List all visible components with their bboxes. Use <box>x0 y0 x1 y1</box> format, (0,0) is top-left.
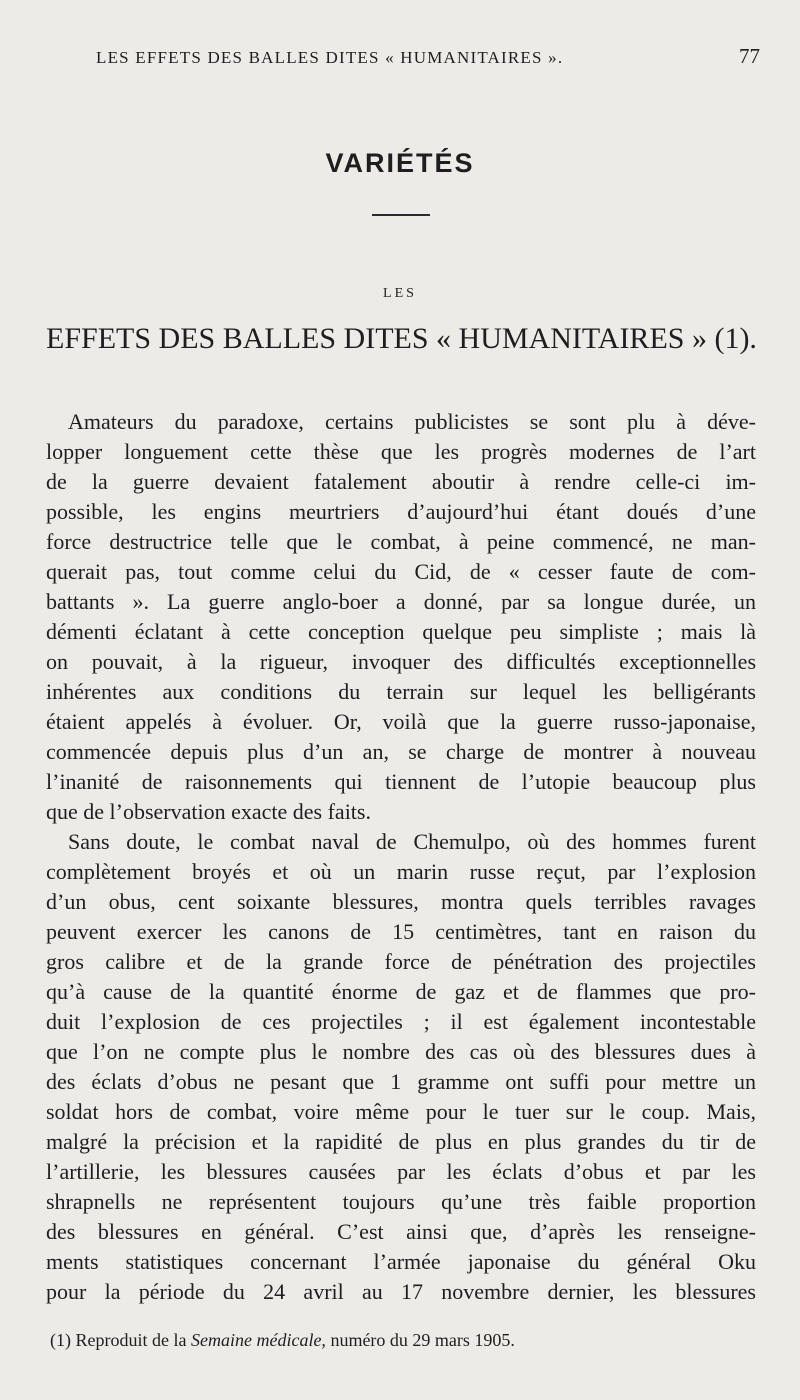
text-line: commencée depuis plus d’un an, se charge de montrer à nouveau <box>46 739 756 764</box>
text-line: démenti éclatant à cette conception quelque peu simpliste ; mais là <box>46 619 756 644</box>
text-line: qu’à cause de la quantité énorme de gaz et de flammes que pro- <box>46 979 756 1004</box>
text-line: que de l’observation exacte des faits. <box>46 799 371 824</box>
footnote-marker: (1) <box>50 1330 71 1350</box>
text-line: pour la période du 24 avril au 17 novembre dernier, les blessures <box>46 1279 756 1304</box>
text-line: inhérentes aux conditions du terrain sur lequel les belligérants <box>46 679 756 704</box>
running-head-title: LES EFFETS DES BALLES DITES « HUMANITAIRES ». <box>96 48 564 67</box>
text-line: étaient appelés à évoluer. Or, voilà que la guerre russo-japonaise, <box>46 709 756 734</box>
running-head <box>96 44 760 69</box>
text-line: Amateurs du paradoxe, certains publicistes se sont plu à déve- <box>68 409 756 434</box>
text-line: peuvent exercer les canons de 15 centimètres, tant en raison du <box>46 919 756 944</box>
footnote-journal: Semaine médicale, <box>190 1330 326 1350</box>
text-line: que l’on ne compte plus le nombre des cas où des blessures dues à <box>46 1039 756 1064</box>
text-line: possible, les engins meurtriers d’aujourd’hui étant doués d’une <box>46 499 756 524</box>
section-title: VARIÉTÉS <box>325 148 475 178</box>
text-line: battants ». La guerre anglo-boer a donné, par sa longue durée, un <box>46 589 756 614</box>
text-line: gros calibre et de la grande force de pénétration des projectiles <box>46 949 756 974</box>
text-line: l’inanité de raisonnements qui tiennent de l’utopie beaucoup plus <box>46 769 756 794</box>
footnote <box>50 1330 710 1351</box>
paragraph <box>46 407 756 827</box>
article-body <box>46 407 756 1307</box>
article-kicker: LES <box>383 286 417 301</box>
text-line: l’artillerie, les blessures causées par les éclats d’obus et par les <box>46 1159 756 1184</box>
text-line: des éclats d’obus ne pesant que 1 gramme ont suffi pour mettre un <box>46 1069 756 1094</box>
text-line: soldat hors de combat, voire même pour le tuer sur le coup. Mais, <box>46 1099 756 1124</box>
text-line: on pouvait, à la rigueur, invoquer des difficultés exceptionnelles <box>46 649 756 674</box>
text-line: Sans doute, le combat naval de Chemulpo, où des hommes furent <box>68 829 756 854</box>
text-line: d’un obus, cent soixante blessures, montra quels terribles ravages <box>46 889 756 914</box>
text-line: duit l’explosion de ces projectiles ; il est également incontestable <box>46 1009 756 1034</box>
text-line: shrapnells ne représentent toujours qu’une très faible proportion <box>46 1189 756 1214</box>
text-line: querait pas, tout comme celui du Cid, de « cesser faute de com- <box>46 559 756 584</box>
title-divider <box>372 214 430 216</box>
text-line: complètement broyés et où un marin russe reçut, par l’explosion <box>46 859 756 884</box>
text-line: malgré la précision et la rapidité de plus en plus grandes du tir de <box>46 1129 756 1154</box>
text-line: lopper longuement cette thèse que les progrès modernes de l’art <box>46 439 756 464</box>
paragraph <box>46 827 756 1307</box>
footnote-text: numéro du 29 mars 1905. <box>330 1330 515 1350</box>
text-line: ments statistiques concernant l’armée japonaise du général Oku <box>46 1249 756 1274</box>
page-number: 77 <box>739 44 760 68</box>
text-line: force destructrice telle que le combat, à peine commencé, ne man- <box>46 529 756 554</box>
text-line: des blessures en général. C’est ainsi que, d’après les renseigne- <box>46 1219 756 1244</box>
text-line: de la guerre devaient fatalement aboutir à rendre celle-ci im- <box>46 469 756 494</box>
footnote-text: Reproduit de la <box>75 1330 187 1350</box>
article-title: EFFETS DES BALLES DITES « HUMANITAIRES » (1). <box>46 322 757 355</box>
